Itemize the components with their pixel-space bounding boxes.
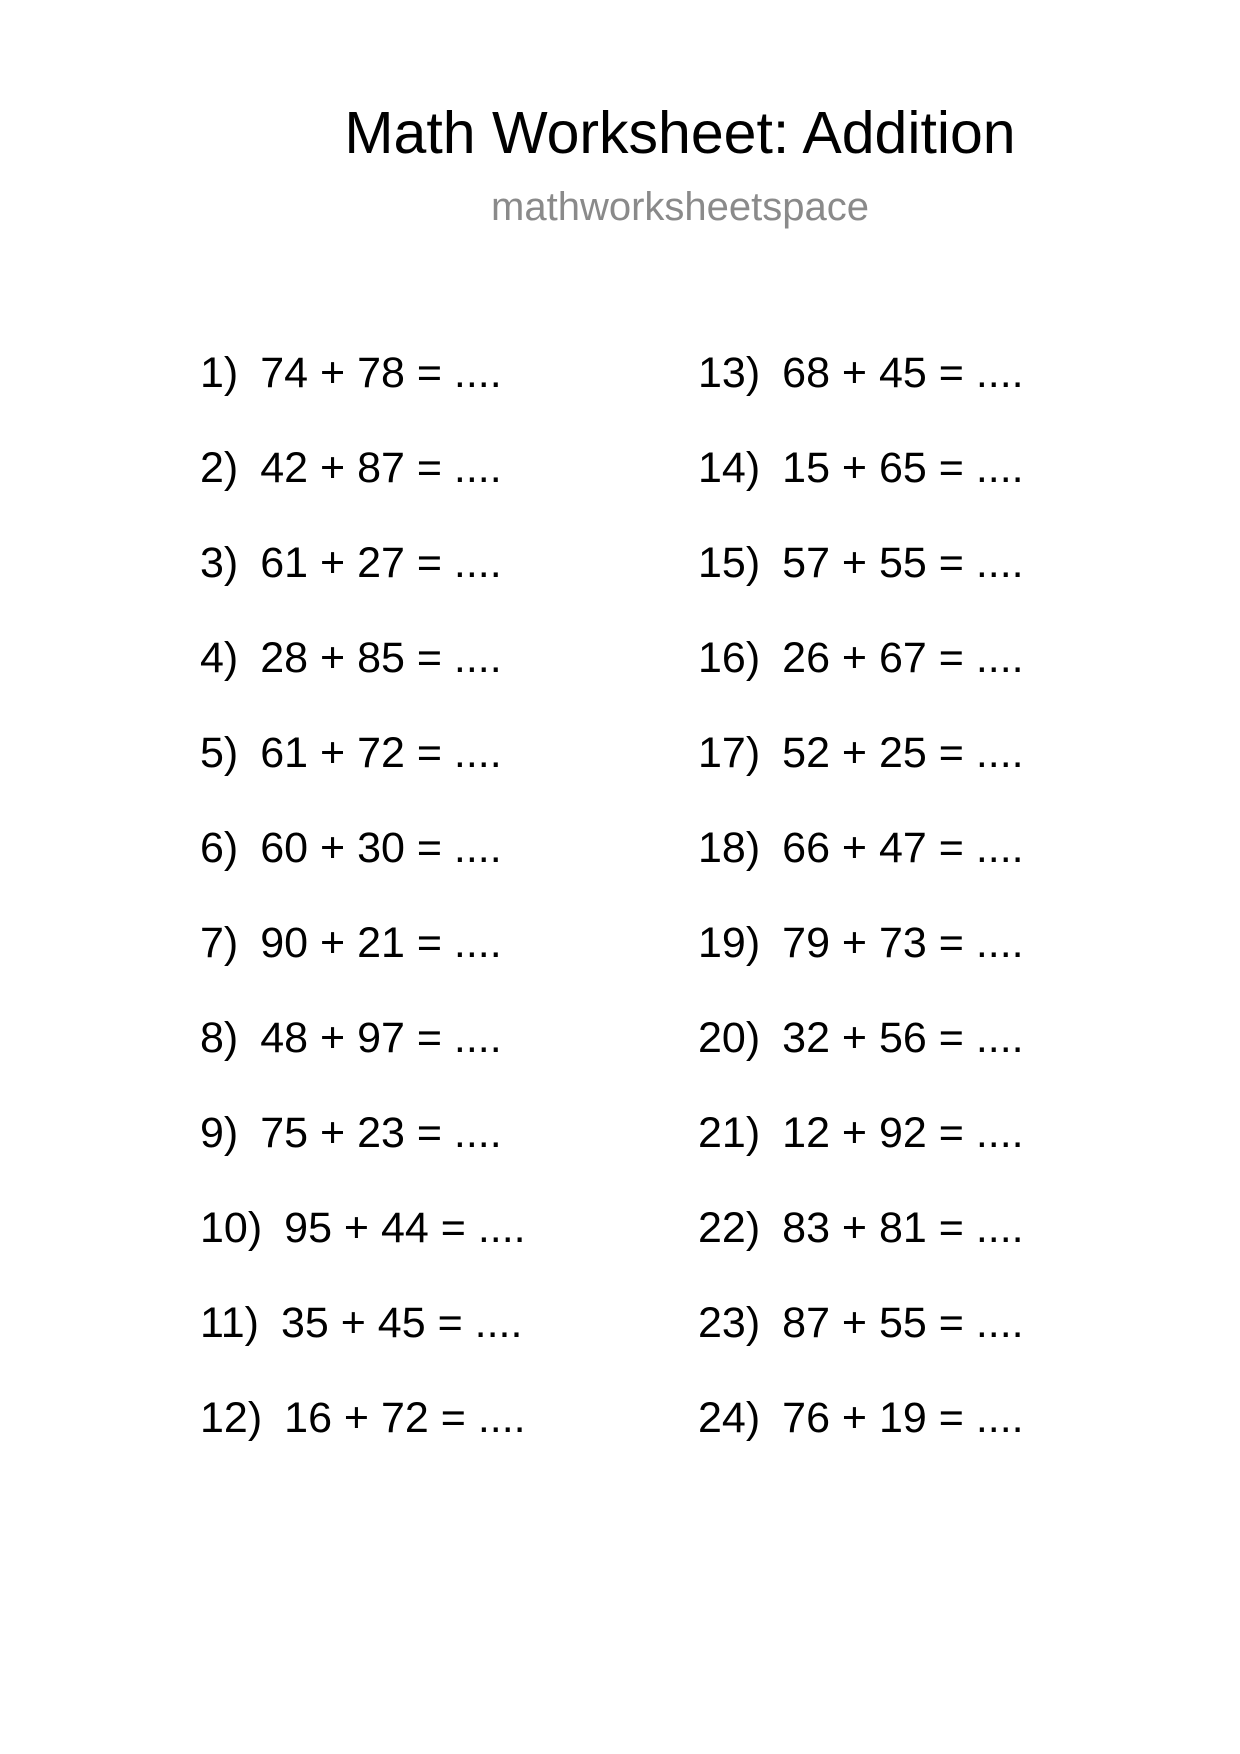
problem-item [698, 1297, 1024, 1392]
problem-item [698, 1202, 1024, 1297]
problem-expression: 48 + 97 = .... [260, 1014, 502, 1062]
problem-number: 9) [200, 1109, 239, 1157]
problem-item [200, 917, 526, 1012]
problem-expression: 61 + 27 = .... [260, 539, 502, 587]
problem-item [698, 537, 1024, 632]
problem-number: 24) [698, 1394, 761, 1442]
problem-item [200, 1297, 526, 1392]
problem-number: 16) [698, 634, 761, 682]
problem-item [200, 727, 526, 822]
problem-number: 5) [200, 729, 239, 777]
problem-expression: 66 + 47 = .... [782, 824, 1024, 872]
problem-number: 14) [698, 444, 761, 492]
problem-number: 8) [200, 1014, 239, 1062]
problem-expression: 83 + 81 = .... [782, 1204, 1024, 1252]
problems-left-column [200, 347, 526, 1487]
problem-expression: 87 + 55 = .... [782, 1299, 1024, 1347]
problem-item [200, 1012, 526, 1107]
problem-expression: 52 + 25 = .... [782, 729, 1024, 777]
problem-item [200, 822, 526, 917]
problem-item [698, 727, 1024, 822]
problem-number: 12) [200, 1394, 263, 1442]
problem-expression: 26 + 67 = .... [782, 634, 1024, 682]
problem-number: 15) [698, 539, 761, 587]
problem-number: 10) [200, 1204, 263, 1252]
problem-number: 21) [698, 1109, 761, 1157]
problem-item [698, 1392, 1024, 1487]
problem-item [698, 442, 1024, 537]
problem-expression: 95 + 44 = .... [284, 1204, 526, 1252]
problem-expression: 15 + 65 = .... [782, 444, 1024, 492]
problem-item [200, 632, 526, 727]
problem-number: 22) [698, 1204, 761, 1252]
problem-item [698, 822, 1024, 917]
problem-number: 1) [200, 349, 239, 397]
problem-number: 11) [200, 1299, 259, 1347]
problem-expression: 12 + 92 = .... [782, 1109, 1024, 1157]
problem-item [698, 632, 1024, 727]
problem-expression: 28 + 85 = .... [260, 634, 502, 682]
problem-expression: 60 + 30 = .... [260, 824, 502, 872]
problem-item [200, 537, 526, 632]
worksheet-subtitle: mathworksheetspace [491, 185, 869, 229]
problem-expression: 16 + 72 = .... [284, 1394, 526, 1442]
worksheet-title: Math Worksheet: Addition [344, 100, 1016, 166]
problem-expression: 32 + 56 = .... [782, 1014, 1024, 1062]
problem-number: 19) [698, 919, 761, 967]
problem-expression: 57 + 55 = .... [782, 539, 1024, 587]
problem-expression: 76 + 19 = .... [782, 1394, 1024, 1442]
problem-expression: 61 + 72 = .... [260, 729, 502, 777]
problem-number: 23) [698, 1299, 761, 1347]
problem-number: 17) [698, 729, 761, 777]
problem-item [698, 917, 1024, 1012]
problem-number: 20) [698, 1014, 761, 1062]
problem-expression: 79 + 73 = .... [782, 919, 1024, 967]
problem-expression: 68 + 45 = .... [782, 349, 1024, 397]
problem-number: 7) [200, 919, 239, 967]
problem-number: 6) [200, 824, 239, 872]
problem-expression: 35 + 45 = .... [280, 1299, 523, 1347]
problem-item [200, 442, 526, 537]
problem-item [200, 1392, 526, 1487]
problem-number: 13) [698, 349, 761, 397]
problem-number: 18) [698, 824, 761, 872]
problem-expression: 90 + 21 = .... [260, 919, 502, 967]
problem-expression: 75 + 23 = .... [260, 1109, 502, 1157]
problem-number: 2) [200, 444, 239, 492]
problem-item [698, 347, 1024, 442]
problem-number: 4) [200, 634, 239, 682]
problem-number: 3) [200, 539, 239, 587]
problem-expression: 74 + 78 = .... [260, 349, 502, 397]
problem-expression: 42 + 87 = .... [260, 444, 502, 492]
problem-item [200, 1202, 526, 1297]
problem-item [698, 1107, 1024, 1202]
problems-right-column [698, 347, 1024, 1487]
problem-item [200, 347, 526, 442]
problem-item [200, 1107, 526, 1202]
problem-item [698, 1012, 1024, 1107]
